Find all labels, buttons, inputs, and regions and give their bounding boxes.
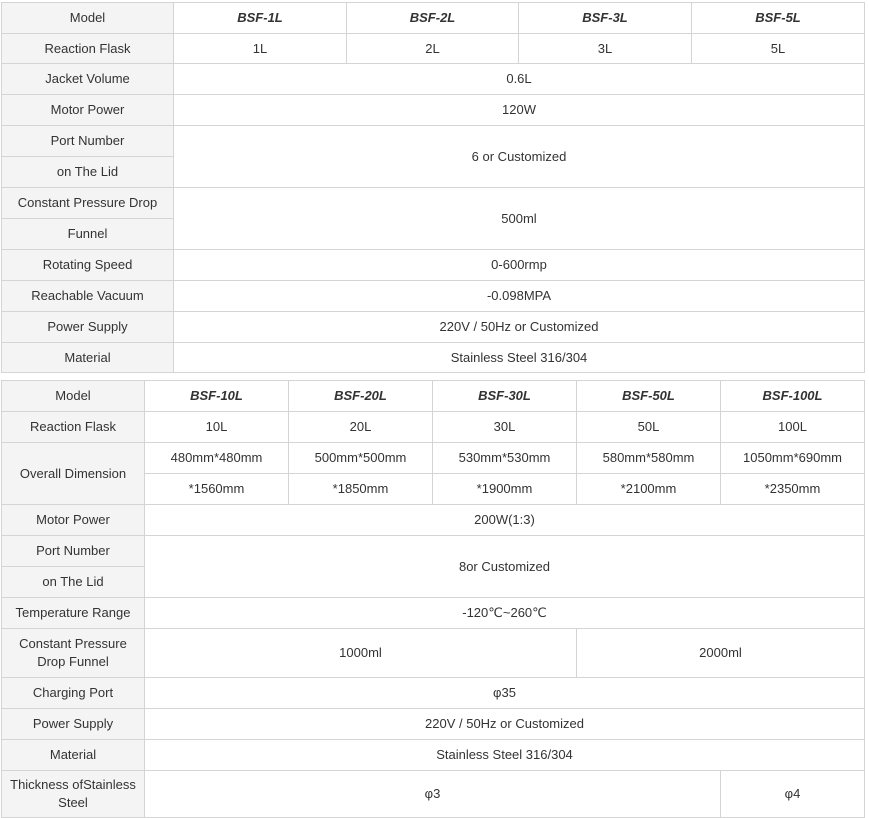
- power-supply-label: Power Supply: [2, 709, 145, 740]
- reaction-flask-value: 100L: [721, 412, 865, 443]
- power-supply-value: 220V / 50Hz or Customized: [145, 709, 865, 740]
- row-model: [2, 3, 865, 34]
- rotating-speed-value: 0-600rmp: [174, 250, 865, 281]
- material-value: Stainless Steel 316/304: [145, 740, 865, 771]
- overall-dimension-value: 500mm*500mm: [289, 443, 433, 474]
- model-name: BSF-30L: [433, 381, 577, 412]
- row-steel-thickness: [2, 771, 865, 818]
- reaction-flask-value: 2L: [347, 34, 519, 64]
- row-drop-funnel: [2, 188, 865, 219]
- reaction-flask-value: 10L: [145, 412, 289, 443]
- overall-dimension-value: 580mm*580mm: [577, 443, 721, 474]
- reaction-flask-value: 3L: [519, 34, 692, 64]
- row-port-number: [2, 126, 865, 157]
- reachable-vacuum-value: -0.098MPA: [174, 281, 865, 312]
- row-jacket-volume: [2, 64, 865, 95]
- drop-funnel-value: 1000ml: [145, 629, 577, 678]
- steel-thickness-value: φ4: [721, 771, 865, 818]
- overall-dimension-value: 480mm*480mm: [145, 443, 289, 474]
- overall-dimension-height: *2100mm: [577, 474, 721, 505]
- model-name: BSF-50L: [577, 381, 721, 412]
- row-overall-dimension: [2, 443, 865, 474]
- reachable-vacuum-label: Reachable Vacuum: [2, 281, 174, 312]
- motor-power-value: 120W: [174, 95, 865, 126]
- reaction-flask-value: 30L: [433, 412, 577, 443]
- overall-dimension-value: 530mm*530mm: [433, 443, 577, 474]
- port-number-value: 6 or Customized: [174, 126, 865, 188]
- row-motor-power: [2, 95, 865, 126]
- reaction-flask-label: Reaction Flask: [2, 412, 145, 443]
- port-number-label-cont: on The Lid: [2, 567, 145, 598]
- jacket-volume-value: 0.6L: [174, 64, 865, 95]
- drop-funnel-label: Constant Pressure Drop: [2, 188, 174, 219]
- row-model: [2, 381, 865, 412]
- port-number-value: 8or Customized: [145, 536, 865, 598]
- drop-funnel-label-line1: Constant Pressure: [19, 636, 127, 651]
- reaction-flask-label: Reaction Flask: [2, 34, 174, 64]
- material-label: Material: [2, 343, 174, 373]
- row-drop-funnel: [2, 629, 865, 678]
- material-label: Material: [2, 740, 145, 771]
- reaction-flask-value: 20L: [289, 412, 433, 443]
- model-name: BSF-20L: [289, 381, 433, 412]
- drop-funnel-value: 2000ml: [577, 629, 865, 678]
- rotating-speed-label: Rotating Speed: [2, 250, 174, 281]
- temperature-range-label: Temperature Range: [2, 598, 145, 629]
- spec-table-small: [1, 2, 865, 373]
- temperature-range-value: -120℃~260℃: [145, 598, 865, 629]
- row-material: [2, 740, 865, 771]
- steel-thickness-label-line1: Thickness ofStainless: [10, 777, 136, 792]
- overall-dimension-height: *1850mm: [289, 474, 433, 505]
- port-number-label: Port Number: [2, 536, 145, 567]
- drop-funnel-label: [2, 629, 145, 678]
- motor-power-value: 200W(1:3): [145, 505, 865, 536]
- row-port-number: [2, 536, 865, 567]
- row-power-supply: [2, 312, 865, 343]
- row-material: [2, 343, 865, 373]
- row-reaction-flask: [2, 34, 865, 64]
- row-charging-port: [2, 678, 865, 709]
- model-label: Model: [2, 3, 174, 34]
- jacket-volume-label: Jacket Volume: [2, 64, 174, 95]
- overall-dimension-height: *1560mm: [145, 474, 289, 505]
- drop-funnel-label-cont: Funnel: [2, 219, 174, 250]
- charging-port-label: Charging Port: [2, 678, 145, 709]
- overall-dimension-value: 1050mm*690mm: [721, 443, 865, 474]
- row-reachable-vacuum: [2, 281, 865, 312]
- drop-funnel-value: 500ml: [174, 188, 865, 250]
- drop-funnel-label-line2: Drop Funnel: [37, 654, 109, 669]
- steel-thickness-value: φ3: [145, 771, 721, 818]
- model-name: BSF-1L: [174, 3, 347, 34]
- model-name: BSF-2L: [347, 3, 519, 34]
- spec-table-large: [1, 380, 865, 818]
- reaction-flask-value: 5L: [692, 34, 865, 64]
- motor-power-label: Motor Power: [2, 505, 145, 536]
- port-number-label: Port Number: [2, 126, 174, 157]
- material-value: Stainless Steel 316/304: [174, 343, 865, 373]
- steel-thickness-label: [2, 771, 145, 818]
- row-power-supply: [2, 709, 865, 740]
- model-name: BSF-3L: [519, 3, 692, 34]
- overall-dimension-height: *2350mm: [721, 474, 865, 505]
- overall-dimension-height: *1900mm: [433, 474, 577, 505]
- row-motor-power: [2, 505, 865, 536]
- port-number-label-cont: on The Lid: [2, 157, 174, 188]
- reaction-flask-value: 1L: [174, 34, 347, 64]
- reaction-flask-value: 50L: [577, 412, 721, 443]
- model-name: BSF-100L: [721, 381, 865, 412]
- charging-port-value: φ35: [145, 678, 865, 709]
- model-name: BSF-10L: [145, 381, 289, 412]
- model-name: BSF-5L: [692, 3, 865, 34]
- row-reaction-flask: [2, 412, 865, 443]
- motor-power-label: Motor Power: [2, 95, 174, 126]
- power-supply-value: 220V / 50Hz or Customized: [174, 312, 865, 343]
- power-supply-label: Power Supply: [2, 312, 174, 343]
- row-rotating-speed: [2, 250, 865, 281]
- steel-thickness-label-line2: Steel: [58, 795, 88, 810]
- row-temperature-range: [2, 598, 865, 629]
- overall-dimension-label: Overall Dimension: [2, 443, 145, 505]
- model-label: Model: [2, 381, 145, 412]
